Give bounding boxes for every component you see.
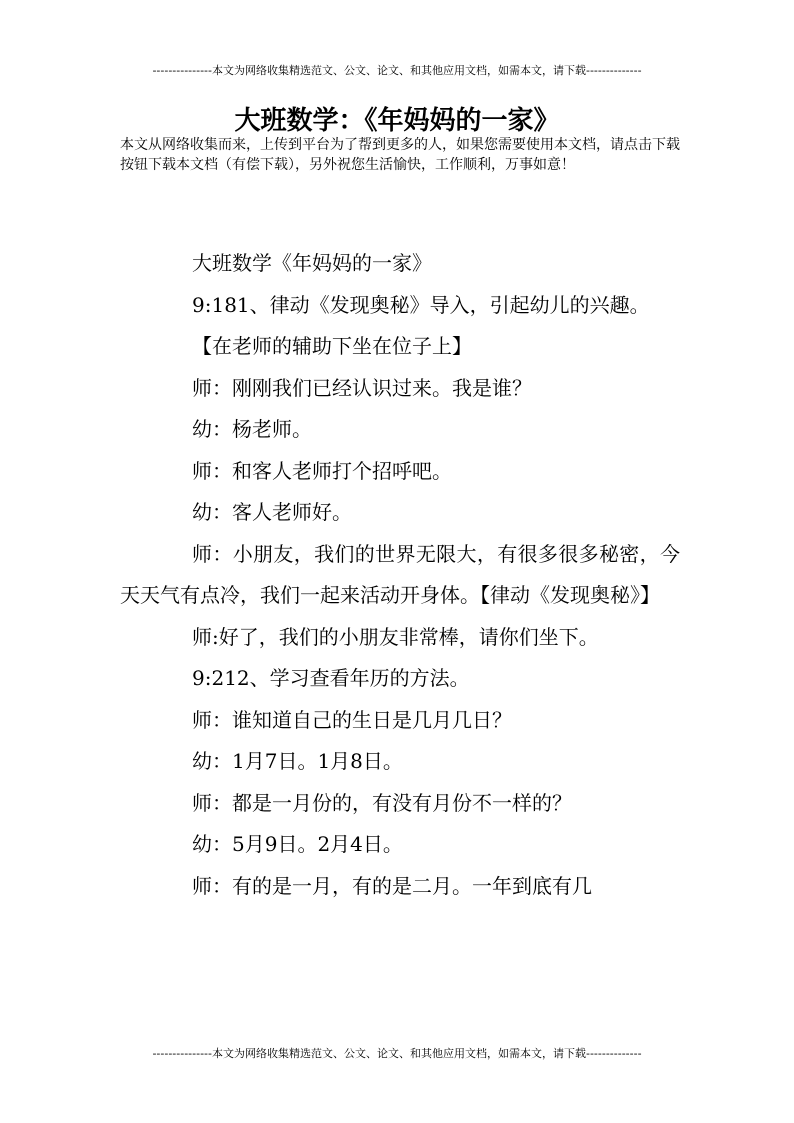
intro-paragraph: 本文从网络收集而来，上传到平台为了帮到更多的人，如果您需要使用本文档，请点击下载按钮下载本文档（有偿下载），另外祝您生活愉快，工作顺利，万事如意！ (120, 137, 680, 173)
body-paragraph: 9:212、学习查看年历的方法。 (192, 666, 470, 690)
body-paragraph: 师：和客人老师打个招呼吧。 (192, 458, 452, 483)
body-paragraph: 幼：5月9日。2月4日。 (192, 832, 403, 856)
body-paragraph: 幼：1月7日。1月8日。 (192, 749, 403, 773)
body-paragraph: 师：谁知道自己的生日是几月几日？ (192, 707, 512, 732)
body-paragraph: 师:好了，我们的小朋友非常棒，请你们坐下。 (192, 624, 599, 649)
body-paragraph: 师：刚刚我们已经认识过来。我是谁？ (192, 375, 532, 400)
document-title: 大班数学：《年妈妈的一家》 (234, 106, 560, 136)
document-body (120, 243, 680, 907)
footer-note: ---------------本文为网络收集精选范文、公文、论文、和其他应用文档，如需本文，请下载-------------- (152, 1047, 642, 1060)
header-note: ---------------本文为网络收集精选范文、公文、论文、和其他应用文档，如需本文，请下载-------------- (152, 64, 642, 77)
body-paragraph: 师：小朋友，我们的世界无限大，有很多很多秘密，今天天气有点冷，我们一起来活动开身体。【律动《发现奥秘》】 (120, 541, 680, 607)
body-paragraph: 师：有的是一月，有的是二月。一年到底有几 (192, 873, 592, 898)
body-paragraph: 【在老师的辅助下坐在位子上】 (192, 334, 472, 358)
body-paragraph: 师：都是一月份的，有没有月份不一样的？ (192, 790, 572, 815)
body-paragraph: 大班数学《年妈妈的一家》 (192, 251, 432, 275)
body-paragraph: 幼：客人老师好。 (192, 500, 352, 524)
body-paragraph: 9:181、律动《发现奥秘》导入，引起幼儿的兴趣。 (192, 292, 650, 317)
body-paragraph: 幼：杨老师。 (192, 417, 312, 441)
